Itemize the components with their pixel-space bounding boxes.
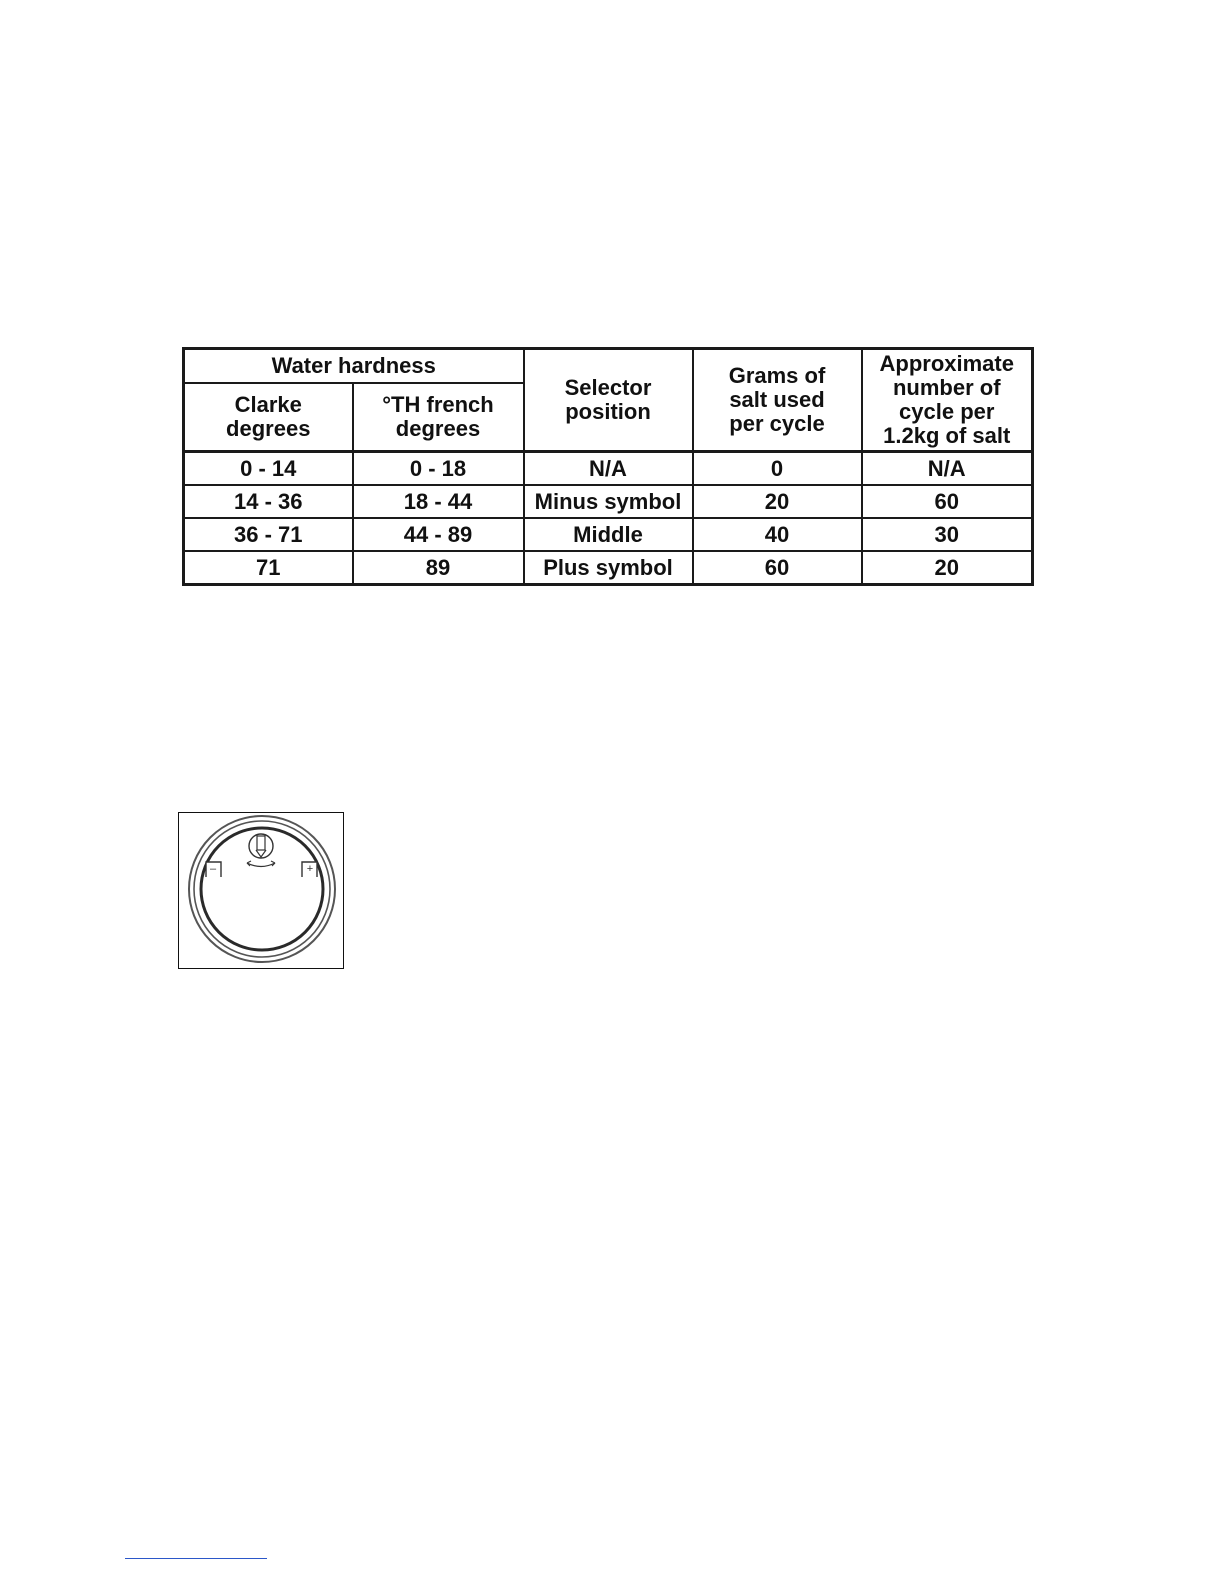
french-cell: 18 - 44 <box>353 485 524 518</box>
grams-cell: 40 <box>693 518 862 551</box>
french-cell: 0 - 18 <box>353 452 524 486</box>
plus-symbol-label: + <box>306 863 314 875</box>
selector-cell: Plus symbol <box>524 551 693 585</box>
water-hardness-table <box>182 347 1034 586</box>
cycles-cell: 20 <box>862 551 1033 585</box>
french-cell: 89 <box>353 551 524 585</box>
grams-of-salt-header: Grams of salt used per cycle <box>693 349 862 452</box>
french-cell: 44 - 89 <box>353 518 524 551</box>
clarke-degrees-header: Clarke degrees <box>184 383 353 452</box>
table-row <box>184 452 1033 486</box>
cycles-cell: 30 <box>862 518 1033 551</box>
table-row <box>184 485 1033 518</box>
footnote-separator <box>125 1558 267 1559</box>
table-row <box>184 551 1033 585</box>
clarke-cell: 36 - 71 <box>184 518 353 551</box>
cycles-cell: 60 <box>862 485 1033 518</box>
selector-position-header: Selector position <box>524 349 693 452</box>
water-hardness-header: Water hardness <box>184 349 524 384</box>
minus-symbol-label: – <box>209 863 217 875</box>
clarke-cell: 71 <box>184 551 353 585</box>
grams-cell: 0 <box>693 452 862 486</box>
salt-selector-dial-illustration <box>178 812 344 969</box>
selector-cell: Minus symbol <box>524 485 693 518</box>
selector-dial-drawing <box>179 813 343 968</box>
cycles-cell: N/A <box>862 452 1033 486</box>
clarke-cell: 0 - 14 <box>184 452 353 486</box>
selector-cell: N/A <box>524 452 693 486</box>
french-degrees-header: °TH french degrees <box>353 383 524 452</box>
selector-cell: Middle <box>524 518 693 551</box>
grams-cell: 60 <box>693 551 862 585</box>
approximate-cycles-header: Approximate number of cycle per 1.2kg of salt <box>862 349 1033 452</box>
selector-knob <box>249 834 273 858</box>
table-row <box>184 518 1033 551</box>
clarke-cell: 14 - 36 <box>184 485 353 518</box>
rotate-arrow-icon <box>247 863 275 867</box>
grams-cell: 20 <box>693 485 862 518</box>
